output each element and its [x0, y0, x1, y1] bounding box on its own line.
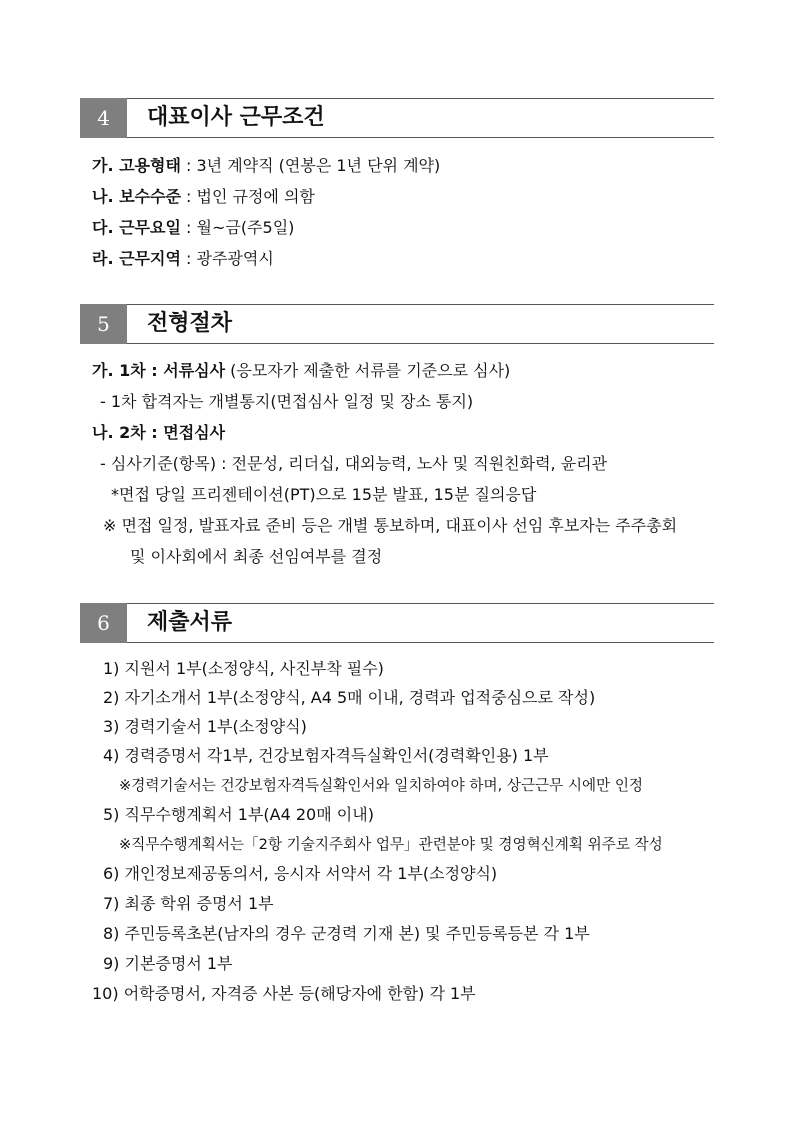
document-item: 1) 지원서 1부(소정양식, 사진부착 필수) [103, 659, 384, 678]
procedure-value: (응모자가 제출한 서류를 기준으로 심사) [225, 361, 511, 380]
condition-value: : 법인 규정에 의함 [180, 187, 315, 206]
procedure-label: 가. 1차 : 서류심사 [92, 361, 226, 380]
section-title: 전형절차 [147, 311, 233, 336]
procedure-criteria: - 심사기준(항목) : 전문성, 리더십, 대외능력, 노사 및 직원친화력, 윤리관 [100, 454, 608, 473]
condition-location [92, 248, 274, 270]
section-header-6 [80, 603, 714, 643]
condition-value: : 월~금(주5일) [180, 218, 295, 237]
document-item: 6) 개인정보제공동의서, 응시자 서약서 각 1부(소정양식) [103, 864, 498, 883]
document-item: 4) 경력증명서 각1부, 건강보험자격득실확인서(경력확인용) 1부 [103, 746, 549, 765]
document-item: 5) 직무수행계획서 1부(A4 20매 이내) [103, 805, 374, 824]
condition-label: 가. 고용형태 [92, 156, 181, 175]
section-number: 5 [80, 304, 127, 344]
procedure-interview-note: *면접 당일 프리젠테이션(PT)으로 15분 발표, 15분 질의응답 [111, 485, 537, 504]
document-item: 9) 기본증명서 1부 [103, 954, 233, 973]
procedure-second-round [92, 422, 225, 444]
document-item: 3) 경력기술서 1부(소정양식) [103, 717, 307, 736]
procedure-label: 나. 2차 : 면접심사 [92, 423, 226, 442]
condition-employment-type [92, 155, 440, 177]
procedure-remark: ※ 면접 일정, 발표자료 준비 등은 개별 통보하며, 대표이사 선임 후보자는 주주총회 [103, 516, 678, 535]
section-header-5 [80, 304, 714, 344]
condition-workdays [92, 217, 294, 239]
condition-label: 라. 근무지역 [92, 249, 181, 268]
document-note: ※경력기술서는 건강보험자격득실확인서와 일치하여야 하며, 상근근무 시에만 인정 [119, 777, 644, 794]
section-number: 4 [80, 98, 127, 138]
document-item: 7) 최종 학위 증명서 1부 [103, 894, 274, 913]
section-number: 6 [80, 603, 127, 643]
condition-salary [92, 186, 315, 208]
document-item: 8) 주민등록초본(남자의 경우 군경력 기재 본) 및 주민등록등본 각 1부 [103, 924, 590, 943]
section-title: 제출서류 [147, 610, 233, 635]
condition-label: 다. 근무요일 [92, 218, 181, 237]
condition-value: : 광주광역시 [180, 249, 274, 268]
document-item: 2) 자기소개서 1부(소정양식, A4 5매 이내, 경력과 업적중심으로 작성) [103, 688, 596, 707]
section-title: 대표이사 근무조건 [147, 105, 325, 130]
condition-value: : 3년 계약직 (연봉은 1년 단위 계약) [180, 156, 441, 175]
procedure-first-round [92, 360, 510, 382]
section-header-4 [80, 98, 714, 138]
condition-label: 나. 보수수준 [92, 187, 181, 206]
document-item: 10) 어학증명서, 자격증 사본 등(해당자에 한함) 각 1부 [92, 984, 476, 1003]
procedure-first-note: - 1차 합격자는 개별통지(면접심사 일정 및 장소 통지) [100, 392, 474, 411]
document-note: ※직무수행계획서는「2항 기술지주회사 업무」관련분야 및 경영혁신계획 위주로 작성 [119, 836, 663, 853]
procedure-remark-cont: 및 이사회에서 최종 선임여부를 결정 [130, 547, 383, 566]
